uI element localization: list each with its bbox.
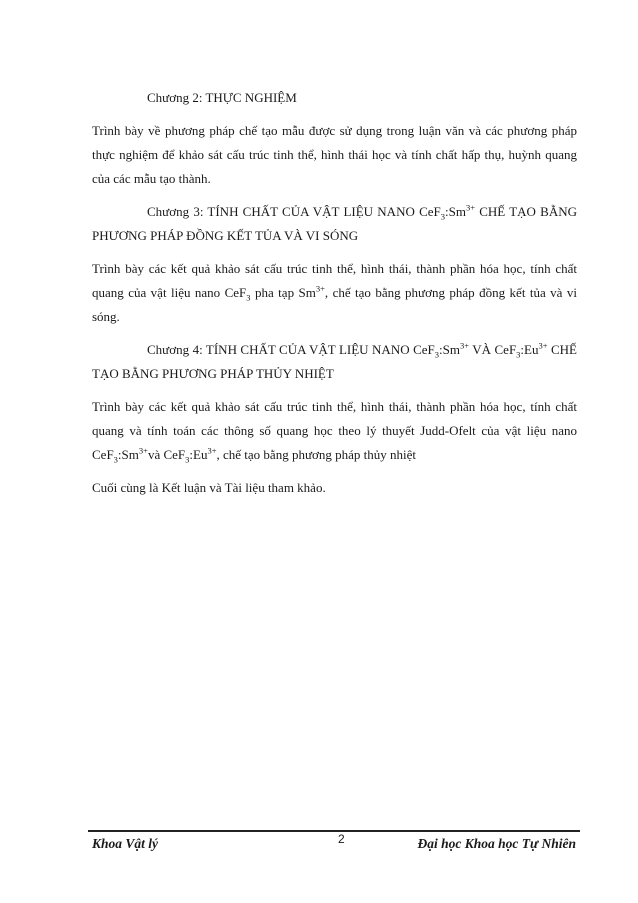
chapter-3-heading-part: CHẾ TẠO BẰNG PHƯƠNG PHÁP ĐỒNG KẾT TỦA VÀ VI SÓNG	[92, 204, 577, 243]
footer-divider	[88, 830, 580, 832]
chapter-3-text: , chế tạo bằng phương pháp đồng kết tủa và vi sóng.	[92, 285, 577, 324]
subscript: 3	[516, 349, 521, 360]
subscript: 3	[113, 454, 118, 465]
chapter-4-description	[92, 395, 577, 467]
chapter-3-heading	[92, 200, 577, 248]
superscript: 3+	[538, 340, 548, 351]
chapter-3-description	[92, 257, 577, 329]
chapter-4-heading-part: CHẾ TẠO BẰNG PHƯƠNG PHÁP THỦY NHIỆT	[92, 342, 578, 381]
chapter-4-text: , chế tạo bằng phương pháp thủy nhiệt	[216, 447, 416, 462]
chapter-3-text: Trình bày các kết quả khảo sát cấu trúc tinh thể, hình thái, thành phần hóa học, tính chất quang của vật liệu nano CeF	[92, 261, 577, 300]
chapter-2-heading: Chương 2: THỰC NGHIỆM	[147, 90, 297, 105]
chapter-4-heading-part: :Sm	[439, 342, 460, 357]
superscript: 3+	[138, 445, 148, 456]
superscript: 3+	[315, 283, 325, 294]
subscript: 3	[434, 349, 439, 360]
subscript: 3	[440, 211, 445, 222]
chapter-4-heading-part: VÀ CeF	[469, 342, 517, 357]
chapter-4-text: :Sm	[117, 447, 139, 462]
chapter-4-heading-part: Chương 4: TÍNH CHẤT CỦA VẬT LIỆU NANO CeF	[147, 342, 435, 357]
page-number: 2	[338, 832, 345, 846]
chapter-4-text: :Eu	[189, 447, 208, 462]
chapter-3-heading-part: Chương 3: TÍNH CHẤT CỦA VẬT LIỆU NANO CeF	[147, 204, 441, 219]
superscript: 3+	[459, 340, 470, 351]
footer-university: Đại học Khoa học Tự Nhiên	[417, 836, 576, 851]
conclusion-paragraph: Cuối cùng là Kết luận và Tài liệu tham khảo.	[92, 480, 326, 495]
chapter-4-text: và CeF	[147, 447, 186, 462]
chapter-3-text: pha tạp Sm	[250, 285, 316, 300]
chapter-2-description: Trình bày về phương pháp chế tạo mẫu được sử dụng trong luận văn và các phương pháp thực nghiệm để khảo sát cấu trúc tinh thể, hình thái học và tính chất hấp thụ, huỳnh quang của các mẫu tạo thành.	[92, 123, 577, 186]
chapter-3-heading-part: :Sm	[445, 204, 466, 219]
footer-department: Khoa Vật lý	[92, 836, 159, 851]
chapter-4-heading	[92, 338, 577, 386]
chapter-4-heading-part: :Eu	[520, 342, 539, 357]
chapter-4-text: Trình bày các kết quả khảo sát cấu trúc tinh thể, hình thái, thành phần hóa học, tính chất quang và tính toán các thông số quang học theo lý thuyết Judd-Ofelt của vật liệu nano CeF	[92, 399, 577, 462]
page-content	[92, 86, 577, 500]
subscript: 3	[185, 454, 190, 465]
superscript: 3+	[207, 445, 217, 456]
subscript: 3	[246, 292, 251, 303]
superscript: 3+	[465, 202, 476, 213]
